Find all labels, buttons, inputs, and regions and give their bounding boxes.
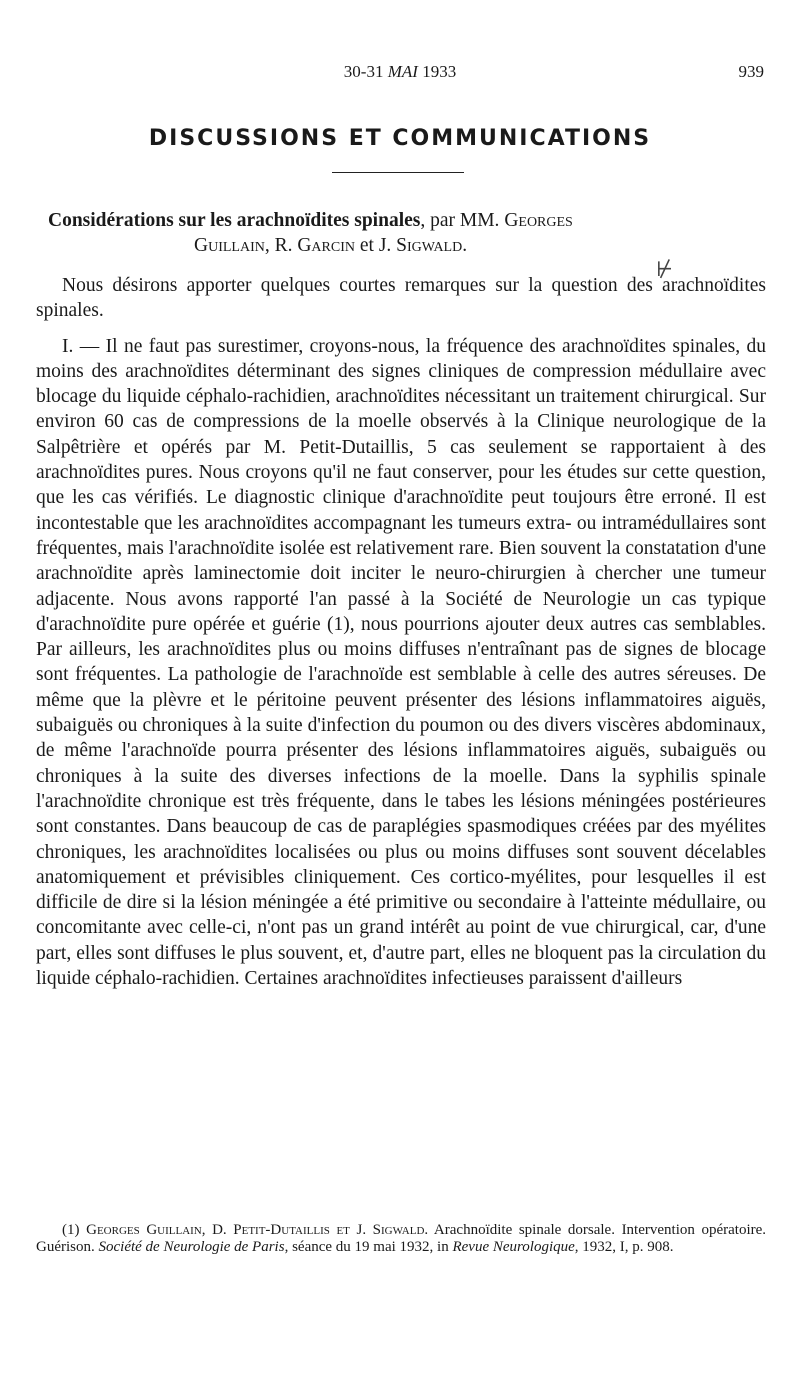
handwritten-margin-mark: ⊬ xyxy=(656,259,674,281)
article-authors-line: Guillain, R. Garcin et J. Sigwald. xyxy=(194,235,468,256)
footnote-review: Revue Neurologique xyxy=(452,1238,575,1255)
author-first-name: Georges xyxy=(504,210,573,231)
section-title: DISCUSSIONS ET COMMUNICATIONS xyxy=(148,126,652,151)
paragraph-intro: Nous désirons apporter quelques courtes remarques sur la question des arachnoïdites spinales. xyxy=(36,275,766,322)
footnote-journal: Société de Neurologie de Paris xyxy=(98,1238,285,1255)
article-title-text: Considérations sur les arachnoïdites spinales xyxy=(48,210,421,231)
footnote: (1) Georges Guillain, D. Petit-Dutaillis et J. Sigwald. Arachnoïdite spinale dorsale. Intervention opératoire. Guérison. Société de Neurologie de Paris, séance du 19 mai 1932, in Revue Neurologique, 1932, I, p. 908. xyxy=(36,1222,767,1255)
title-rule xyxy=(332,172,464,173)
footnote-authors: Georges Guillain, D. Petit-Dutaillis et J. Sigwald xyxy=(86,1222,425,1238)
article-body xyxy=(36,273,766,991)
paragraph-section-1: I. — Il ne faut pas surestimer, croyons-nous, la fréquence des arachnoïdites spinales, du moins des arachnoïdites déterminant des signes cliniques de compression médullaire avec blocage du liquide céphalo-rachidien, arachnoïdites nécessitant un traitement chirurgical. Sur environ 60 cas de compressions de la moelle observés à la Clinique neurologique de la Salpêtrière et opérés par M. Petit-Dutaillis, 5 cas seulement se rapportaient à des arachnoïdites pures. Nous croyons qu'il ne faut conserver, pour les études sur cette question, que les cas vérifiés. Le diagnostic clinique d'arachnoïdite peut toujours être erroné. Il est incontestable que les arachnoïdites accompagnant les tumeurs extra- ou intramédullaires sont fréquentes, mais l'arachnoïdite isolée est relativement rare. Bien souvent la constatation d'une arachnoïdite après laminectomie doit inciter le neuro-chirurgien à chercher une tumeur adjacente. Nous avons rapporté l'an passé à la Société de Neurologie un cas typique d'arachnoïdite pure opérée et guérie (1), nous pourrions ajouter deux autres cas semblables. Par ailleurs, les arachnoïdites plus ou moins diffuses n'entraînant pas de signes de blocage sont fréquentes. La pathologie de l'arachnoïde est semblable à celle des autres séreuses. De même que la plèvre et le péritoine peuvent présenter des lésions inflammatoires aiguës, subaiguës ou chroniques à la suite d'infection du poumon ou des divers viscères abdominaux, de même l'arachnoïde pourra présenter des lésions inflammatoires aiguës, subaiguës ou chroniques à la suite des diverses infections de la moelle. Dans la syphilis spinale l'arachnoïdite chronique est très fréquente, dans le tabes les lésions méningées postérieures sont constantes. Dans beaucoup de cas de paraplégies spasmodiques créées par des myélites chroniques, les arachnoïdites localisées ou plus ou moins diffuses sont souvent décelables anatomiquement et prévisibles cliniquement. Ces cortico-myélites, pour lesquelles il est difficile de dire si la lésion méningée a été primitive ou secondaire à l'atteinte médullaire, ou concomitante avec celle-ci, n'ont pas un grand intérêt au point de vue chirurgical, car, d'une part, elles sont diffuses le plus souvent, et, d'autre part, elles ne bloquent pas la circulation du liquide céphalo-rachidien. Certaines arachnoïdites infectieuses paraissent d'ailleurs xyxy=(36,335,766,990)
article-title: Considérations sur les arachnoïdites spinales, par MM. Georges Guillain, R. Garcin et J. Sigwald. xyxy=(48,208,754,258)
page-number: 939 xyxy=(738,62,764,81)
running-head xyxy=(0,62,800,86)
running-head-date: 30-31 MAI 1933 xyxy=(343,62,457,81)
